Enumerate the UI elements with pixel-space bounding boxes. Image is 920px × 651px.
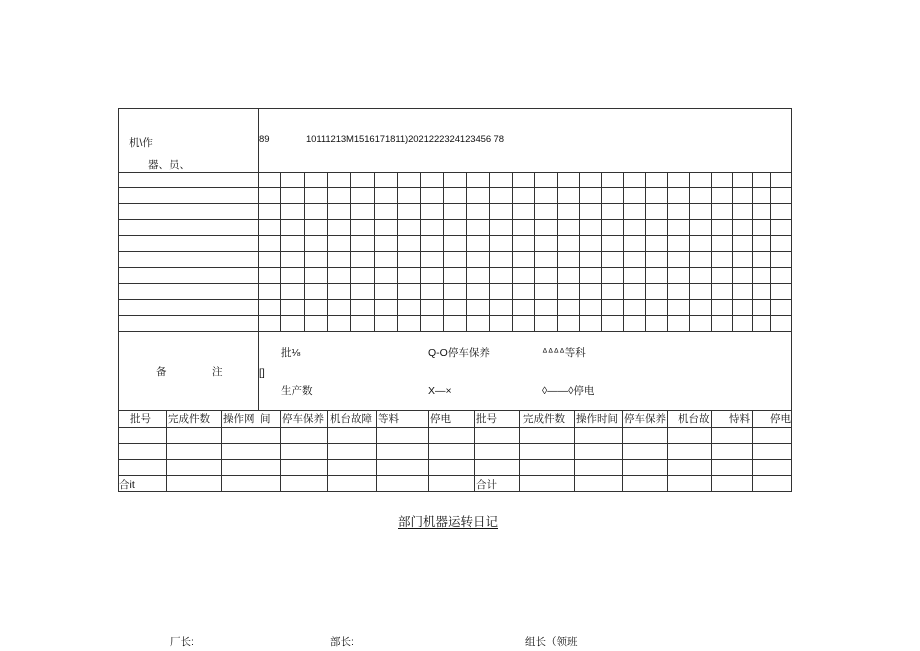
day-column-line [770, 172, 771, 331]
section-divider [118, 410, 792, 411]
summary-header-completed-2: 完成件数 [523, 413, 565, 425]
row-divider [118, 459, 792, 460]
signature-group-leader: 组长（领班 [525, 636, 578, 648]
summary-column-line [752, 410, 753, 492]
day-column-line [512, 172, 513, 331]
legend-batch: 批⅛ [281, 347, 301, 359]
day-column-line [601, 172, 602, 331]
summary-header-maintenance: 停车保养 [282, 413, 324, 425]
day-column-line [534, 172, 535, 331]
summary-header-power: 停电 [430, 413, 451, 425]
day-numbers-start: 89 [259, 134, 270, 145]
summary-header-operation: 操作网 [223, 413, 255, 425]
summary-column-line [474, 410, 475, 492]
summary-header-operation-time: 操作时间 [576, 413, 618, 425]
day-column-line [443, 172, 444, 331]
document-title: 部门机器运转日记 [398, 515, 499, 529]
legend-output: 生产数 [281, 385, 313, 397]
summary-column-line [667, 410, 668, 492]
summary-column-line [280, 410, 281, 492]
summary-column-line [574, 410, 575, 492]
day-column-line [579, 172, 580, 331]
remarks-label-left: 备 [156, 366, 167, 378]
row-divider [118, 299, 792, 300]
row-divider [118, 235, 792, 236]
summary-header-breakdown-2: 机台故 [678, 413, 710, 425]
signature-dept-head: 部长: [330, 636, 354, 648]
summary-header-power-2: 停电 [770, 413, 791, 425]
day-column-line [667, 172, 668, 331]
day-column-line [420, 172, 421, 331]
summary-header-operation-cont: 间 [260, 413, 271, 425]
summary-column-line [221, 410, 222, 492]
day-column-line [374, 172, 375, 331]
legend-breakdown: X—× [428, 385, 452, 397]
day-column-line [327, 172, 328, 331]
legend-power-outage: ◊——◊停电 [542, 385, 595, 397]
summary-header-batch: 批号 [130, 413, 151, 425]
summary-header-batch-2: 批号 [476, 413, 497, 425]
row-divider [118, 475, 792, 476]
row-divider [118, 267, 792, 268]
row-divider [118, 427, 792, 428]
day-column-line [304, 172, 305, 331]
row-divider [118, 219, 792, 220]
summary-header-maintenance-2: 停车保养 [624, 413, 666, 425]
summary-column-line [519, 410, 520, 492]
summary-header-waiting-2: 恃料 [729, 413, 750, 425]
day-column-line [623, 172, 624, 331]
summary-header-completed: 完成件数 [168, 413, 210, 425]
total-label-right: 合计 [476, 479, 497, 491]
row-divider [118, 187, 792, 188]
day-numbers: 10111213M1516171811)2021222324123456 78 [306, 134, 504, 145]
day-column-line [711, 172, 712, 331]
summary-column-line [711, 410, 712, 492]
row-divider [118, 172, 792, 173]
day-column-line [645, 172, 646, 331]
row-divider [118, 331, 792, 332]
row-divider [118, 203, 792, 204]
legend-waiting-material: ᐞᐞᐞᐞ等科 [542, 347, 586, 359]
summary-column-line [622, 410, 623, 492]
corner-label-bottom: 器、员、 [148, 159, 190, 171]
log-table-frame [118, 108, 792, 492]
day-column-line [732, 172, 733, 331]
row-divider [118, 315, 792, 316]
summary-header-breakdown: 机台故障 [330, 413, 372, 425]
summary-column-line [428, 410, 429, 492]
legend-maintenance: Q-O停车保养 [428, 347, 490, 359]
label-column-divider [258, 108, 259, 410]
day-column-line [397, 172, 398, 331]
row-divider [118, 283, 792, 284]
day-column-line [466, 172, 467, 331]
row-divider [118, 443, 792, 444]
summary-column-line [327, 410, 328, 492]
day-column-line [689, 172, 690, 331]
remarks-bracket: [] [259, 367, 265, 379]
day-column-line [752, 172, 753, 331]
row-divider [118, 251, 792, 252]
day-column-line [557, 172, 558, 331]
summary-header-waiting: 等料 [378, 413, 399, 425]
day-column-line [280, 172, 281, 331]
summary-column-line [166, 410, 167, 492]
total-label-left: 合it [119, 479, 135, 491]
summary-column-line [376, 410, 377, 492]
day-column-line [489, 172, 490, 331]
corner-label-top: 机\作 [129, 137, 153, 149]
signature-factory-head: 厂长: [170, 636, 194, 648]
day-column-line [350, 172, 351, 331]
remarks-label-right: 注 [212, 366, 223, 378]
